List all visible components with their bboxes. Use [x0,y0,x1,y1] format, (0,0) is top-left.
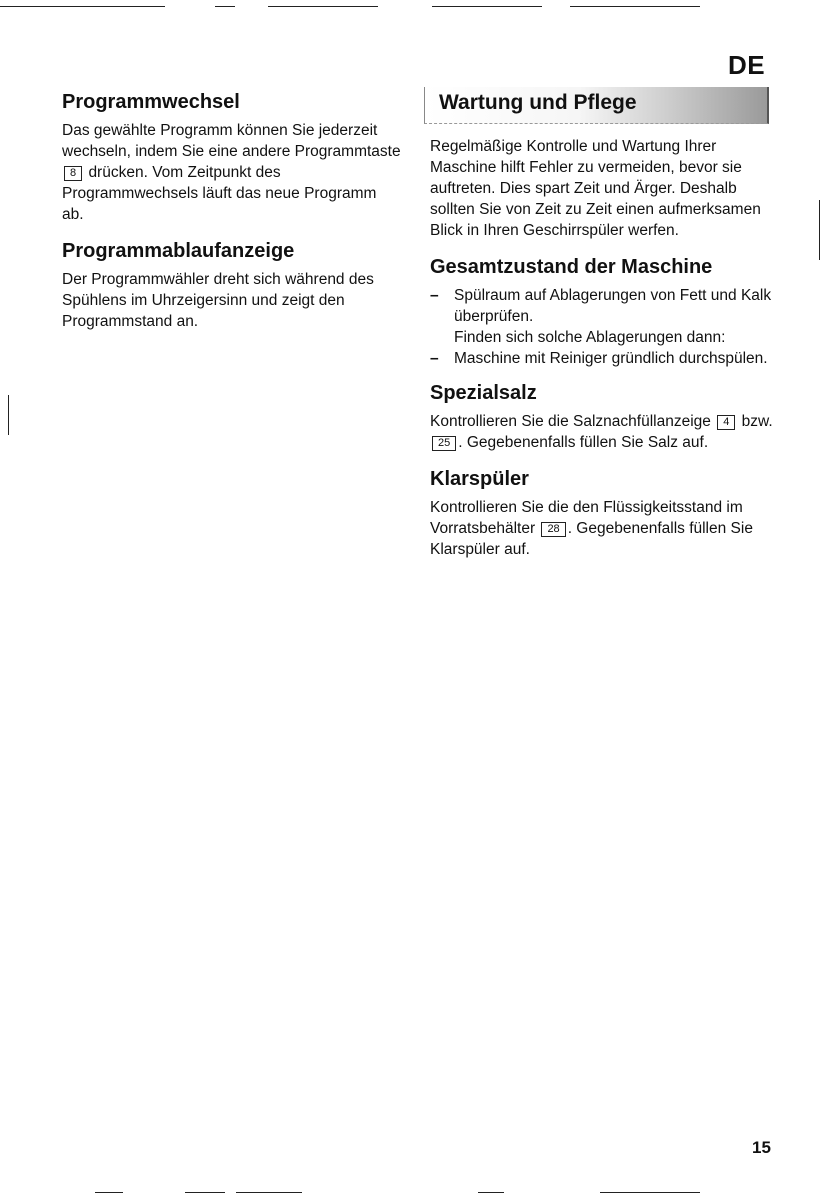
maintenance-heading: Wartung und Pflege [439,91,637,114]
machine-state-list [430,285,780,369]
salt-indicator-ref: 4 [717,415,735,430]
salt-text [430,411,780,453]
list-item: – Spülraum auf Ablagerungen von Fett und Kalk überprüfen. [430,285,780,327]
list-note: Finden sich solche Ablagerungen dann: [454,329,726,346]
program-change-text [62,120,402,225]
maintenance-banner [424,87,769,124]
scan-artifact-bottom-4 [478,1192,504,1193]
salt-text-mid: bzw. [741,413,773,430]
program-button-ref: 8 [64,166,82,181]
salt-text-end: . Gegebenenfalls füllen Sie Salz auf. [458,434,709,451]
scan-artifact-bottom-2 [185,1192,225,1193]
salt-container-ref: 25 [432,436,456,451]
machine-state-heading: Gesamtzustand der Maschine [430,256,713,278]
list-item: – Maschine mit Reiniger gründlich durchspülen. [430,348,780,369]
scan-artifact-top-4 [432,6,542,7]
program-change-text-end: drücken. Vom Zeitpunkt des Programmwechsels läuft das neue Programm ab. [62,164,377,223]
section-salt [430,381,780,453]
salt-heading: Spezialsalz [430,382,537,404]
salt-text-start: Kontrollieren Sie die Salznachfüllanzeige [430,413,711,430]
rinse-aid-text-end: . Gegebenenfalls füllen Sie Klarspüler auf. [430,520,753,558]
rinse-aid-container-ref: 28 [541,522,565,537]
language-code: DE [728,50,766,80]
scan-artifact-top-3 [268,6,378,7]
scan-artifact-top-2 [215,6,235,7]
scan-artifact-right-edge [819,200,820,260]
left-column [62,90,402,346]
section-program-change [62,90,402,225]
rinse-aid-heading: Klarspüler [430,468,529,490]
scan-artifact-bottom-1 [95,1192,123,1193]
scan-artifact-top-1 [0,6,165,7]
rinse-aid-text [430,497,780,560]
scan-artifact-bottom-3 [236,1192,302,1193]
scan-artifact-bottom-5 [600,1192,700,1193]
program-change-text-start: Das gewählte Programm können Sie jederzeit wechseln, indem Sie eine andere Programmtaste [62,122,401,160]
program-display-heading: Programmablaufanzeige [62,240,295,262]
scan-artifact-top-5 [570,6,700,7]
right-column [430,90,780,574]
scan-artifact-left-edge [8,395,9,435]
maintenance-intro: Regelmäßige Kontrolle und Wartung Ihrer Maschine hilft Fehler zu vermeiden, bevor sie auftreten. Dies spart Zeit und Ärger. Deshalb sollten Sie von Zeit zu Zeit einen aufmerksamen Blick in Ihren Geschirrspüler werfen. [430,138,761,239]
program-display-text: Der Programmwähler dreht sich während des Spühlens im Uhrzeigersinn und zeigt den Programmstand an. [62,271,374,330]
program-change-heading: Programmwechsel [62,91,240,113]
section-machine-state [430,255,780,369]
page-number: 15 [752,1138,771,1157]
section-rinse-aid [430,467,780,560]
rinse-aid-text-start: Kontrollieren Sie die den Flüssigkeitsstand im Vorratsbehälter [430,499,743,537]
section-program-display [62,239,402,332]
